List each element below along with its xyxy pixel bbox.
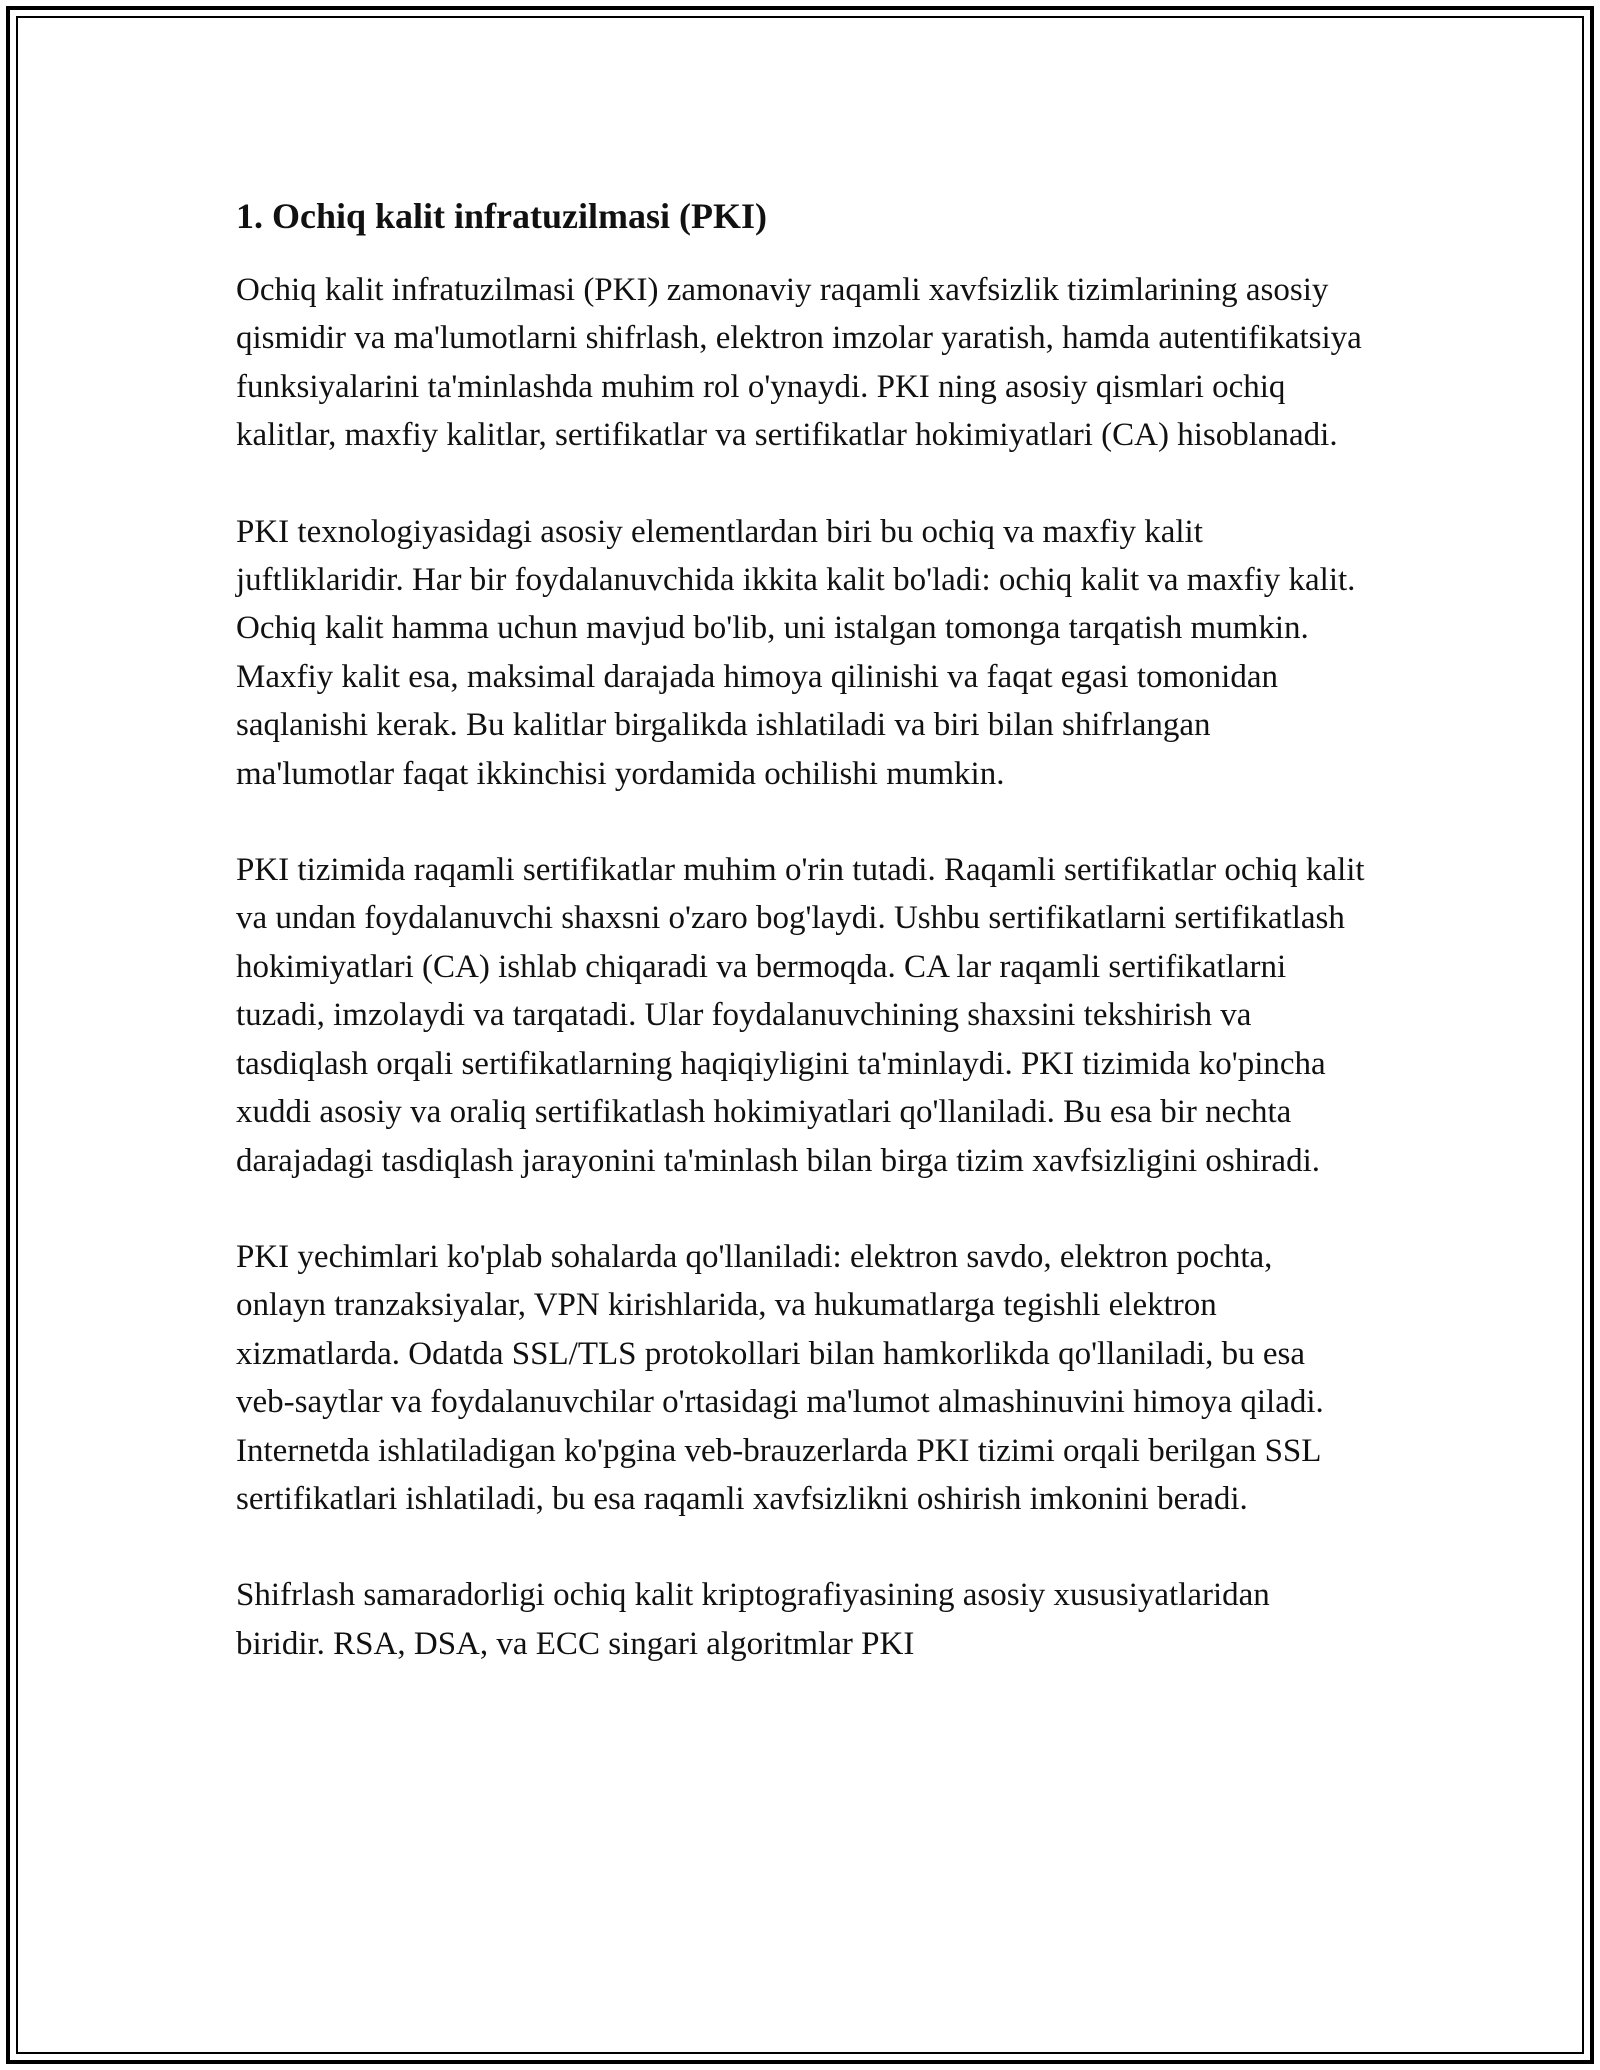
paragraph-digital-certificates: PKI tizimida raqamli sertifikatlar muhim o'rin tutadi. Raqamli sertifikatlar ochiq kalit va undan foydalanuvchi shaxsni o'zaro bog'laydi. Ushbu sertifikatlarni sertifikatlash hokimiyatlari (CA) ishlab chiqaradi va bermoqda. CA lar raqamli sertifikatlarni tuzadi, imzolaydi va tarqatadi. Ular foydalanuvchining shaxsini tekshirish va tasdiqlash orqali sertifikatlarning haqiqiyligini ta'minlaydi. PKI tizimida ko'pincha xuddi asosiy va oraliq sertifikatlash hokimiyatlari qo'llaniladi. Bu esa bir nechta darajadagi tasdiqlash jarayonini ta'minlash bilan birga tizim xavfsizligini oshiradi. [236, 852, 1365, 1179]
paragraph-pki-intro: Ochiq kalit infratuzilmasi (PKI) zamonaviy raqamli xavfsizlik tizimlarining asosiy qismidir va ma'lumotlarni shifrlash, elektron imzolar yaratish, hamda autentifikatsiya funksiyalarini ta'minlashda muhim rol o'ynaydi. PKI ning asosiy qismlari ochiq kalitlar, maxfiy kalitlar, sertifikatlar va sertifikatlar hokimiyatlari (CA) hisoblanadi. [236, 272, 1362, 454]
paragraph-pki-applications: PKI yechimlari ko'plab sohalarda qo'llaniladi: elektron savdo, elektron pochta, onlayn tranzaksiyalar, VPN kirishlarida, va hukumatlarga tegishli elektron xizmatlarda. Odatda SSL/TLS protokollari bilan hamkorlikda qo'llaniladi, bu esa veb-saytlar va foydalanuvchilar o'rtasidagi ma'lumot almashinuvini himoya qiladi. Internetda ishlatiladigan ko'pgina veb-brauzerlarda PKI tizimi orqali berilgan SSL sertifikatlari ishlatiladi, bu esa raqamli xavfsizlikni oshirish imkonini beradi. [236, 1238, 1324, 1517]
paragraph-encryption-efficiency: Shifrlash samaradorligi ochiq kalit kriptografiyasining asosiy xususiyatlaridan biridir. RSA, DSA, va ECC singari algoritmlar PKI [236, 1577, 1270, 1662]
document-body [236, 188, 1366, 1716]
section-title: 1. Ochiq kalit infratuzilmasi (PKI) [236, 196, 767, 236]
paragraph-key-pairs: PKI texnologiyasidagi asosiy elementlardan biri bu ochiq va maxfiy kalit juftliklaridir. Har bir foydalanuvchida ikkita kalit bo'ladi: ochiq kalit va maxfiy kalit. Ochiq kalit hamma uchun mavjud bo'lib, uni istalgan tomonga tarqatish mumkin. Maxfiy kalit esa, maksimal darajada himoya qilinishi va faqat egasi tomonidan saqlanishi kerak. Bu kalitlar birgalikda ishlatiladi va biri bilan shifrlangan ma'lumotlar faqat ikkinchisi yordamida ochilishi mumkin. [236, 513, 1356, 792]
